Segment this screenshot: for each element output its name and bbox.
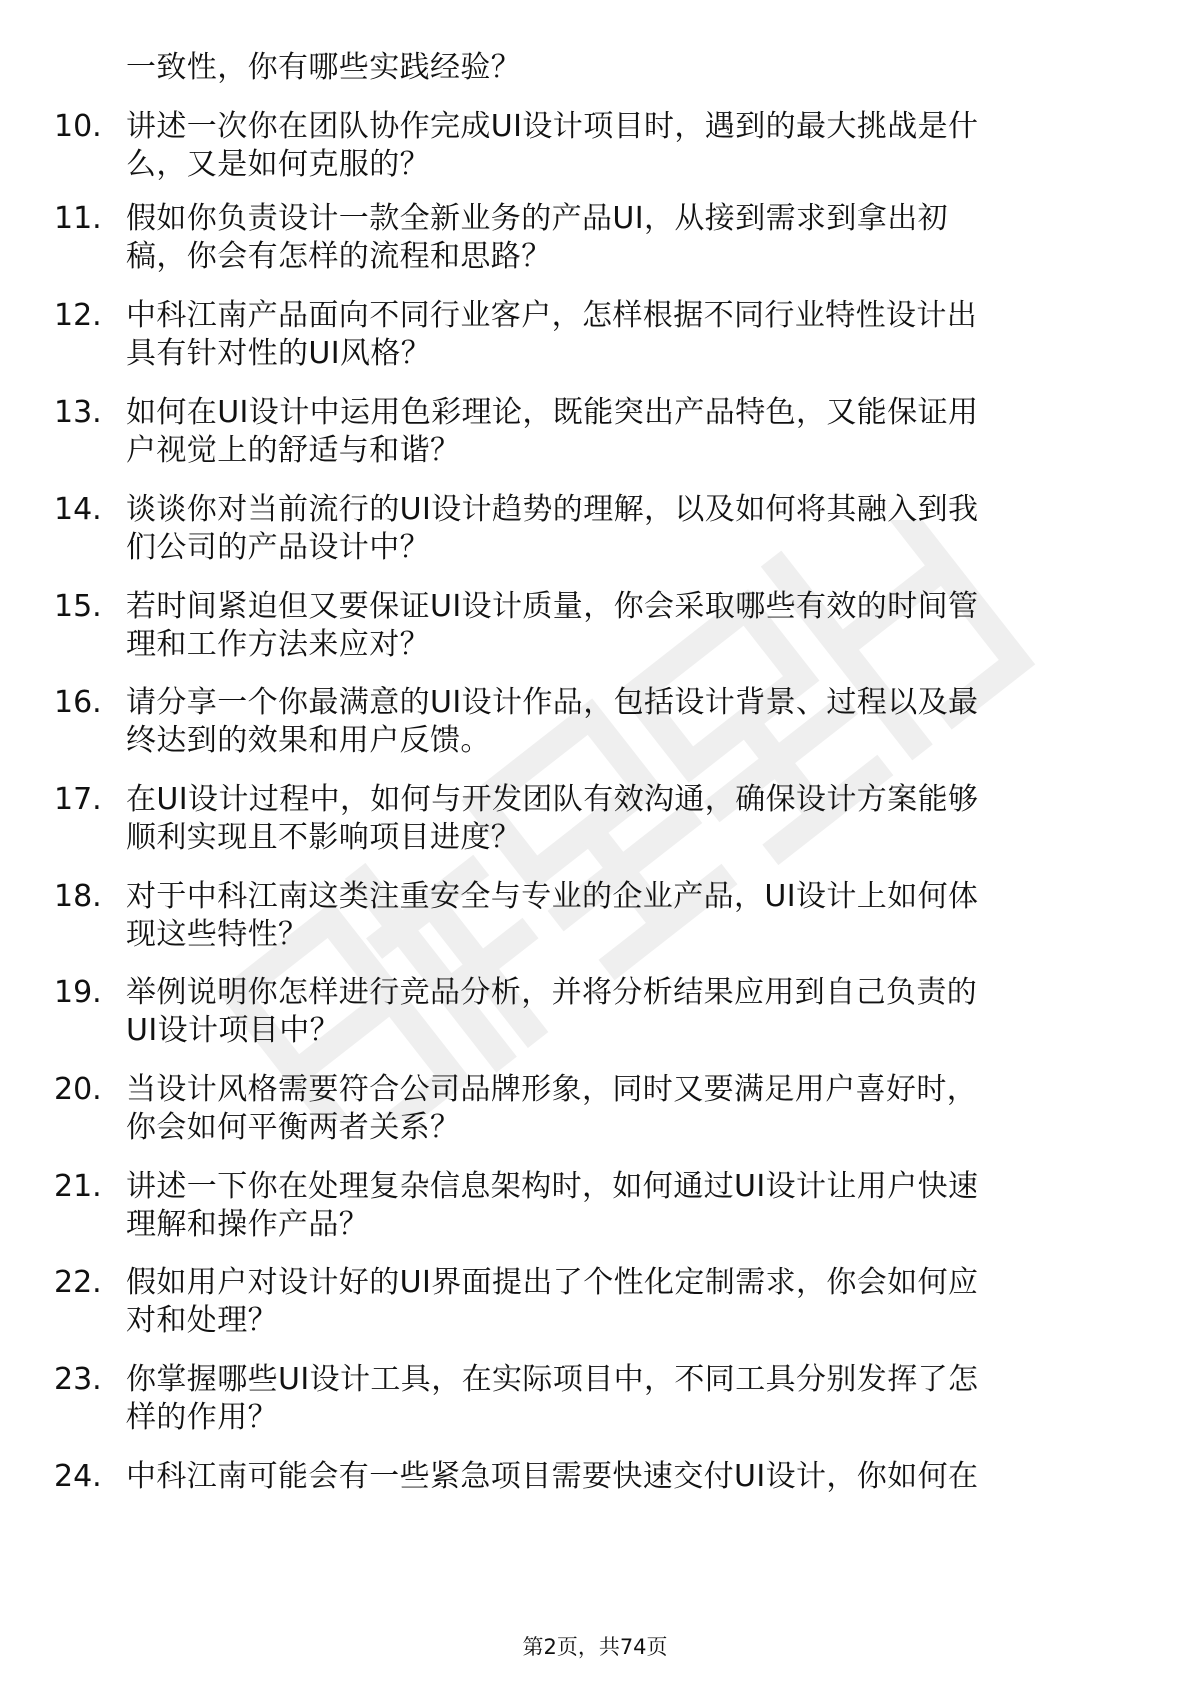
- question-number: 16.: [54, 685, 102, 720]
- question-number: 13.: [54, 395, 102, 430]
- question-text-line: 一致性，你有哪些实践经验？: [126, 50, 522, 85]
- question-text-line: 中科江南产品面向不同行业客户，怎样根据不同行业特性设计出: [126, 298, 978, 333]
- question-text-line: 举例说明你怎样进行竞品分析，并将分析结果应用到自己负责的: [126, 975, 978, 1010]
- question-text-line: 请分享一个你最满意的UI设计作品，包括设计背景、过程以及最: [126, 685, 979, 720]
- question-text-line: 们公司的产品设计中？: [126, 530, 430, 565]
- question-text-line: 讲述一次你在团队协作完成UI设计项目时，遇到的最大挑战是什: [126, 109, 979, 144]
- question-text-line: 在UI设计过程中，如何与开发团队有效沟通，确保设计方案能够: [126, 782, 979, 817]
- question-text-line: 若时间紧迫但又要保证UI设计质量，你会采取哪些有效的时间管: [126, 589, 979, 624]
- question-number: 11.: [54, 201, 102, 236]
- question-text-line: 具有针对性的UI风格？: [126, 336, 432, 371]
- question-number: 24.: [54, 1459, 102, 1494]
- question-number: 23.: [54, 1362, 102, 1397]
- question-text-line: 稿，你会有怎样的流程和思路？: [126, 239, 552, 274]
- question-text-line: 讲述一下你在处理复杂信息架构时，如何通过UI设计让用户快速: [126, 1169, 979, 1204]
- question-text-line: 谈谈你对当前流行的UI设计趋势的理解，以及如何将其融入到我: [126, 492, 979, 527]
- question-number: 19.: [54, 975, 102, 1010]
- question-number: 22.: [54, 1265, 102, 1300]
- question-text-line: 如何在UI设计中运用色彩理论，既能突出产品特色，又能保证用: [126, 395, 979, 430]
- question-number: 15.: [54, 589, 102, 624]
- question-text-line: UI设计项目中？: [126, 1013, 341, 1048]
- question-text-line: 对于中科江南这类注重安全与专业的企业产品，UI设计上如何体: [126, 879, 979, 914]
- question-text-line: 终达到的效果和用户反馈。: [126, 723, 491, 758]
- question-text-line: 中科江南可能会有一些紧急项目需要快速交付UI设计，你如何在: [126, 1459, 979, 1494]
- question-number: 12.: [54, 298, 102, 333]
- question-text-line: 样的作用？: [126, 1400, 278, 1435]
- question-text-line: 当设计风格需要符合公司品牌形象，同时又要满足用户喜好时，: [126, 1072, 978, 1107]
- question-text-line: 假如你负责设计一款全新业务的产品UI，从接到需求到拿出初: [126, 201, 949, 236]
- question-text-line: 假如用户对设计好的UI界面提出了个性化定制需求，你会如何应: [126, 1265, 979, 1300]
- question-text-line: 你掌握哪些UI设计工具，在实际项目中，不同工具分别发挥了怎: [126, 1362, 979, 1397]
- question-number: 10.: [54, 109, 102, 144]
- question-number: 20.: [54, 1072, 102, 1107]
- question-text-line: 你会如何平衡两者关系？: [126, 1110, 461, 1145]
- question-text-line: 现这些特性？: [126, 917, 309, 952]
- question-text-line: 顺利实现且不影响项目进度？: [126, 820, 522, 855]
- question-number: 14.: [54, 492, 102, 527]
- question-number: 21.: [54, 1169, 102, 1204]
- question-text-line: 理和工作方法来应对？: [126, 627, 430, 662]
- question-number: 18.: [54, 879, 102, 914]
- question-text-line: 么，又是如何克服的？: [126, 147, 430, 182]
- question-number: 17.: [54, 782, 102, 817]
- page-number-label: 第2页，共74页: [522, 1635, 668, 1659]
- question-text-line: 对和处理？: [126, 1303, 278, 1338]
- page-footer: [0, 1633, 1190, 1661]
- question-text-line: 理解和操作产品？: [126, 1207, 370, 1242]
- question-text-line: 户视觉上的舒适与和谐？: [126, 433, 461, 468]
